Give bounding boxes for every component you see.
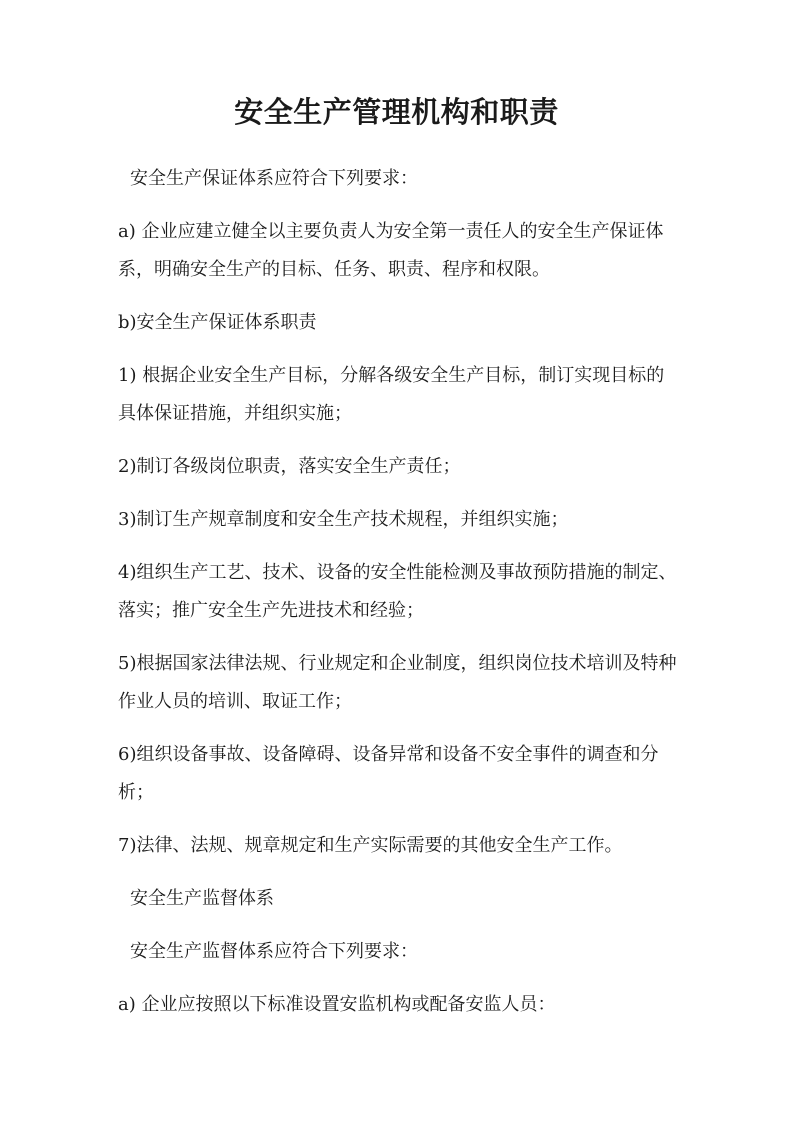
paragraph-5: 2)制订各级岗位职责，落实安全生产责任； (118, 456, 461, 477)
paragraph-7: 4)组织生产工艺、技术、设备的安全性能检测及事故预防措施的制定、落实；推广安全生产先进技术和经验； (118, 562, 677, 621)
paragraph-1: 安全生产保证体系应符合下列要求： (130, 168, 418, 189)
document-title: 安全生产管理机构和职责 (234, 95, 559, 129)
document-body (118, 160, 678, 1039)
paragraph-4: 1) 根据企业安全生产目标，分解各级安全生产目标，制订实现目标的具体保证措施，并组织实施； (118, 365, 665, 424)
paragraph-2: a) 企业应建立健全以主要负责人为安全第一责任人的安全生产保证体系，明确安全生产的目标、任务、职责、程序和权限。 (118, 221, 664, 280)
paragraph-10: 7)法律、法规、规章规定和生产实际需要的其他安全生产工作。 (118, 835, 623, 856)
paragraph-8: 5)根据国家法律法规、行业规定和企业制度，组织岗位技术培训及特种作业人员的培训、取证工作； (118, 653, 677, 712)
paragraph-13: a) 企业应按照以下标准设置安监机构或配备安监人员： (118, 994, 556, 1015)
paragraph-6: 3)制订生产规章制度和安全生产技术规程，并组织实施； (118, 509, 569, 530)
paragraph-12: 安全生产监督体系应符合下列要求： (130, 941, 418, 962)
paragraph-3: b)安全生产保证体系职责 (118, 312, 317, 333)
paragraph-9: 6)组织设备事故、设备障碍、设备异常和设备不安全事件的调查和分析； (118, 744, 659, 803)
paragraph-11: 安全生产监督体系 (130, 888, 274, 909)
